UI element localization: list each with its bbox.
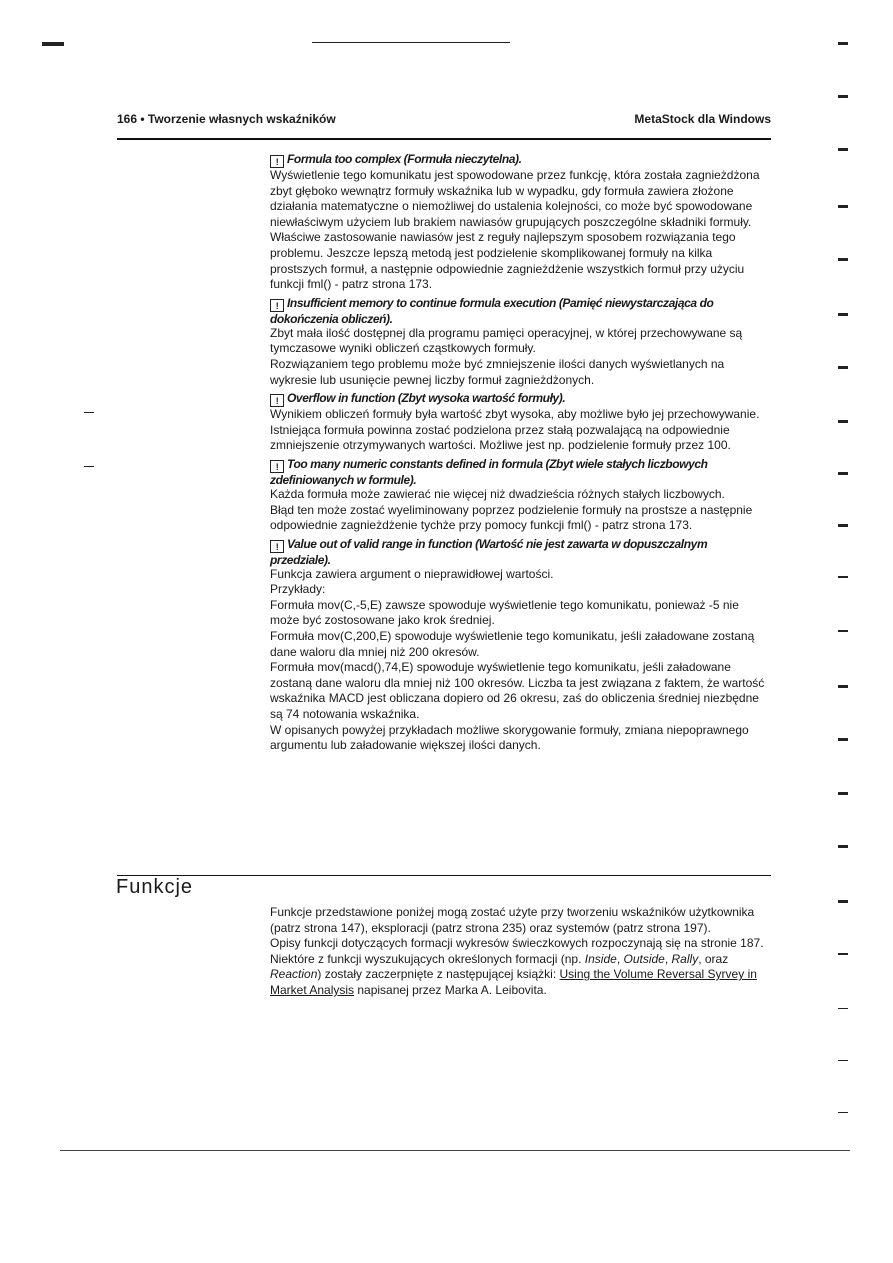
- message-title: ! Insufficient memory to continue formula execution (Pamięć niewystarczająca do dokończenia obliczeń).: [270, 295, 714, 326]
- header-page-title: 166 • Tworzenie własnych wskaźników: [117, 112, 336, 126]
- header-book-title: MetaStock dla Windows: [634, 112, 771, 126]
- section-body: [270, 905, 770, 999]
- warning-icon: !: [270, 540, 284, 553]
- scan-margin-mark: [838, 95, 848, 98]
- book-title: Using the Volume Reversal Syrvey in Market Analysis: [270, 967, 757, 997]
- scan-margin-mark: [838, 900, 848, 903]
- section-title: Funkcje: [116, 876, 194, 898]
- message-paragraph: Przykłady:: [270, 582, 326, 597]
- message-title: ! Formula too complex (Formuła nieczytelna).: [270, 152, 770, 168]
- error-message: [270, 537, 770, 754]
- page-header: [117, 110, 771, 140]
- scan-margin-mark: [838, 685, 848, 688]
- section-paragraph: Opisy funkcji dotyczących formacji wykresów świeczkowych rozpoczynają się na stronie 187.: [270, 936, 764, 951]
- section-divider: [117, 875, 771, 876]
- message-title: ! Overflow in function (Zbyt wysoka wartość formuły).: [270, 391, 770, 407]
- scan-margin-mark: [838, 205, 848, 208]
- scan-margin-mark: [838, 420, 848, 423]
- section-paragraph: Funkcje przedstawione poniżej mogą zostać użyte przy tworzeniu wskaźników użytkownika (patrz strona 147), eksploracji (patrz strona 235) oraz systemów (patrz strona 197).: [270, 905, 755, 935]
- scan-top-line: [312, 42, 510, 43]
- error-messages: [270, 152, 770, 757]
- warning-icon: !: [270, 460, 284, 473]
- message-title: ! Too many numeric constants defined in formula (Zbyt wiele stałych liczbowych zdefiniowanych w formule).: [270, 456, 708, 487]
- message-paragraph: Formuła mov(macd(),74,E) spowoduje wyświetlenie tego komunikatu, jeśli załadowane zostaną dane waloru dla mniej niż 100 okresów. Liczba ta jest związana z faktem, że wartość wskaźnika MACD jest obliczana dopiero od 26 okresu, zaś do obliczenia średniej niezbędne są 74 notowania wskaźnika.: [270, 660, 765, 722]
- message-paragraph: Każda formuła może zawierać nie więcej niż dwadzieścia różnych stałych liczbowych.: [270, 486, 725, 501]
- scan-margin-mark: [838, 630, 848, 632]
- scan-margin-mark: [838, 366, 848, 369]
- error-message: [270, 457, 770, 534]
- scan-margin-mark: [838, 524, 848, 527]
- message-paragraph: Istniejąca formuła powinna zostać podzielona przez stałą pozwalającą na odpowiednie zmniejszenie otrzymywanych wartości. Możliwe jest np. podzielenie formuły przez 100.: [270, 422, 731, 453]
- footer-rule: [60, 1150, 850, 1151]
- scan-margin-mark: [838, 792, 848, 795]
- error-message: [270, 296, 770, 388]
- scan-margin-mark: [838, 148, 848, 151]
- scan-margin-mark: [838, 42, 848, 45]
- section-paragraph: Niektóre z funkcji wyszukujących określonych formacji (np. Inside, Outside, Rally, oraz Reaction) zostały zaczerpnięte z następującej książki: Using the Volume Reversal Syrvey in Market Analysis napisanej przez Marka A. Leibovita.: [270, 951, 757, 997]
- message-paragraph: Błąd ten może zostać wyeliminowany poprzez podzielenie formuły na prostsze a następnie odpowiednie zagnieżdżenie tychże przy pomocy funkcji fml() - patrz strona 173.: [270, 502, 753, 533]
- message-paragraph: Formuła mov(C,200,E) spowoduje wyświetlenie tego komunikatu, jeśli załadowane zostaną dane waloru dla mniej niż 200 okresów.: [270, 629, 755, 659]
- message-paragraph: Właściwe zastosowanie nawiasów jest z reguły najlepszym sposobem rozwiązania tego problemu. Jeszcze lepszą metodą jest podzielenie skomplikowanej formuły na kilka prostszych formuł, a następnie odpowiednie zagnieżdżenie wszystkich formuł przy użyciu funkcji fml() - patrz strona 173.: [270, 230, 745, 292]
- scan-margin-mark: [838, 576, 848, 578]
- scan-margin-mark: [838, 953, 848, 955]
- message-paragraph: Wyświetlenie tego komunikatu jest spowodowane przez funkcję, która została zagnieżdżona zbyt głęboko wewnątrz formuły wskaźnika lub w wypadku, gdy formuła zawiera złożone działania matematyczne o niemożliwej do ustalenia kolejności, co może być spowodowane niewłaściwym użyciem lub brakiem nawiasów grupujących poszczególne składniki formuły.: [270, 168, 760, 229]
- message-paragraph: Funkcja zawiera argument o nieprawidłowej wartości.: [270, 566, 554, 581]
- scan-margin-mark: [838, 1060, 848, 1061]
- scan-margin-mark: [838, 738, 848, 741]
- message-paragraph: Wynikiem obliczeń formuły była wartość zbyt wysoka, aby możliwe było jej przechowywanie.: [270, 407, 760, 422]
- scan-left-mark: [84, 412, 94, 413]
- warning-icon: !: [270, 299, 284, 312]
- message-paragraph: Rozwiązaniem tego problemu może być zmniejszenie ilości danych wyświetlanych na wykresie lub usunięcie pewnej liczby formuł zagnieżdżonych.: [270, 356, 725, 387]
- warning-icon: !: [270, 155, 284, 168]
- message-paragraph: Zbyt mała ilość dostępnej dla programu pamięci operacyjnej, w której przechowywane są tymczasowe wyniki obliczeń cząstkowych formuły.: [270, 325, 743, 356]
- scan-margin-mark: [838, 1008, 848, 1009]
- message-paragraph: W opisanych powyżej przykładach możliwe skorygowanie formuły, zmiana niepoprawnego argumentu lub załadowanie większej ilości danych.: [270, 722, 749, 753]
- scan-margin-mark: [838, 313, 848, 316]
- scan-margin-mark: [838, 1112, 848, 1113]
- scan-mark: [42, 42, 64, 46]
- message-title: ! Value out of valid range in function (Wartość nie jest zawarta w dopuszczalnym przedziale).: [270, 536, 708, 567]
- warning-icon: !: [270, 394, 284, 407]
- scan-margin-mark: [838, 845, 848, 848]
- scan-margin-mark: [838, 258, 848, 261]
- message-paragraph: Formuła mov(C,-5,E) zawsze spowoduje wyświetlenie tego komunikatu, ponieważ -5 nie może być zostosowane jako krok średniej.: [270, 597, 739, 628]
- error-message: [270, 152, 770, 293]
- error-message: [270, 391, 770, 454]
- scan-left-mark: [84, 466, 94, 467]
- scan-margin-mark: [838, 472, 848, 475]
